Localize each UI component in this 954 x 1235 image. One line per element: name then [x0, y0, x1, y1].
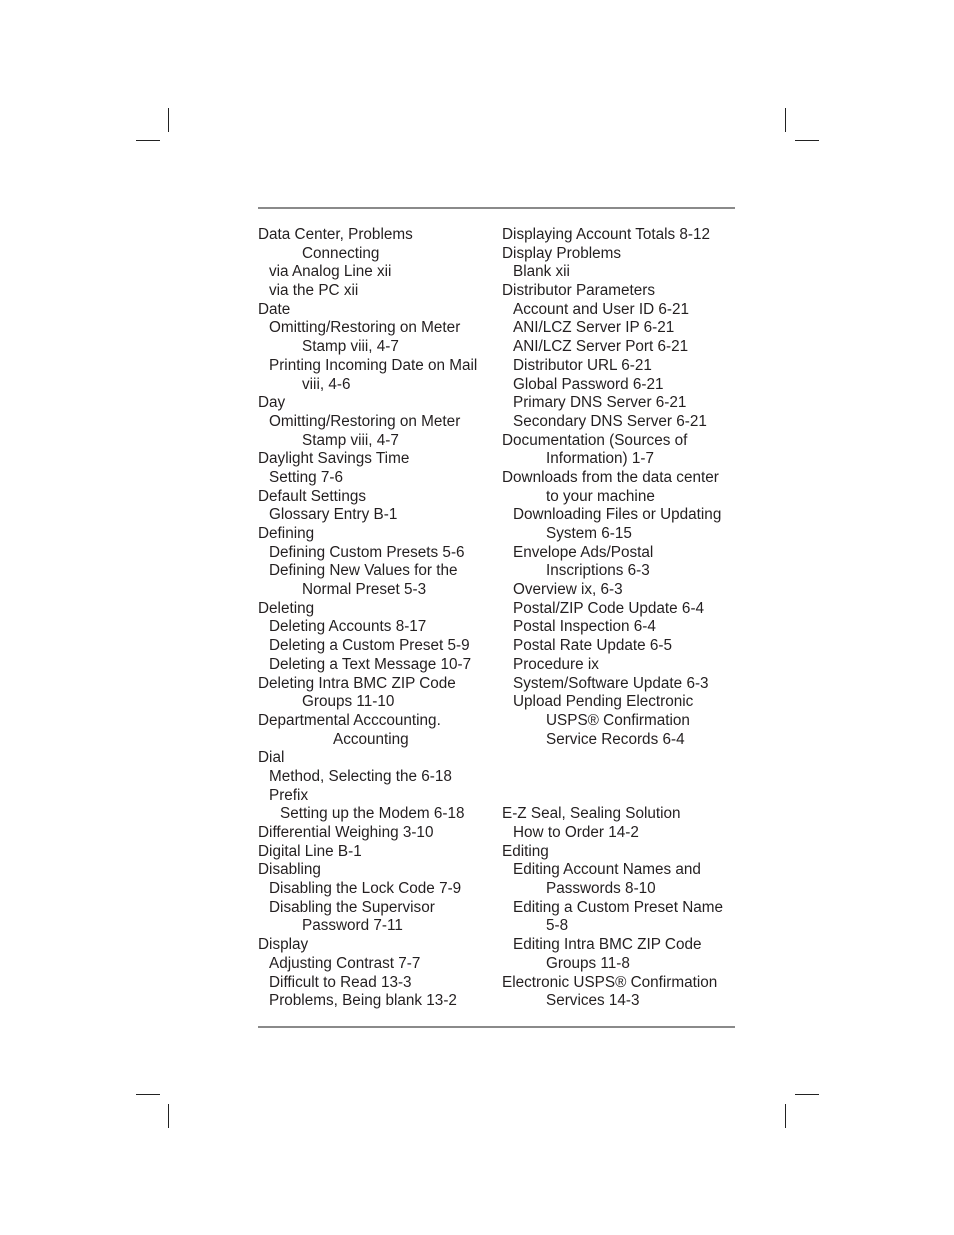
index-entry: Procedure ix	[513, 655, 599, 673]
index-entry: Defining New Values for the	[269, 562, 458, 580]
index-entry: Account and User ID 6-21	[513, 300, 690, 318]
index-entry: Editing a Custom Preset Name	[513, 898, 723, 916]
index-entry: Disabling the Supervisor	[269, 898, 435, 916]
index-entry: Postal Rate Update 6-5	[513, 637, 673, 655]
index-entry: Documentation (Sources of	[502, 431, 688, 449]
index-entry: Editing Intra BMC ZIP Code	[513, 936, 702, 954]
index-entry: Setting up the Modem 6-18	[280, 805, 465, 823]
index-column-right	[502, 226, 742, 1011]
index-entry: via Analog Line xii	[269, 263, 392, 281]
index-entry: Deleting	[258, 599, 315, 617]
index-entry: Dial	[258, 749, 285, 767]
index-entry: Editing	[502, 842, 549, 860]
index-entry: 5-8	[546, 917, 569, 935]
index-entry: Password 7-11	[302, 917, 403, 935]
index-entry: Postal Inspection 6-4	[513, 618, 656, 636]
index-entry: Display Problems	[502, 244, 622, 262]
index-entry: Deleting Accounts 8-17	[269, 618, 427, 636]
crop-mark-bottom-left-horizontal	[136, 1094, 160, 1095]
crop-mark-bottom-right-horizontal	[795, 1094, 819, 1095]
index-entry: Differential Weighing 3-10	[258, 824, 434, 841]
index-entry: Global Password 6-21	[513, 375, 664, 393]
index-entry: Disabling	[258, 861, 321, 879]
index-entry: Secondary DNS Server 6-21	[513, 412, 707, 430]
crop-mark-top-left-horizontal	[136, 140, 160, 141]
spacer	[502, 787, 742, 806]
index-entry: Printing Incoming Date on Mail	[269, 356, 478, 374]
index-entry: Upload Pending Electronic	[513, 693, 694, 711]
index-entry: Stamp viii, 4-7	[302, 431, 399, 449]
index-entry: System 6-15	[546, 525, 632, 542]
index-entry: How to Order 14-2	[513, 824, 639, 841]
index-entry: Deleting Intra BMC ZIP Code	[258, 674, 456, 692]
index-entry: Daylight Savings Time	[258, 450, 410, 468]
index-entry: Primary DNS Server 6-21	[513, 394, 687, 412]
index-entry: Deleting a Custom Preset 5-9	[269, 637, 470, 655]
crop-mark-bottom-right-vertical	[785, 1104, 786, 1128]
index-entry: Defining Custom Presets 5-6	[269, 543, 465, 561]
index-entry: Disabling the Lock Code 7-9	[269, 880, 462, 898]
index-entry: Date	[258, 300, 291, 318]
spacer	[502, 749, 742, 768]
index-entry: Service Records 6-4	[546, 730, 685, 748]
index-entry: Distributor URL 6-21	[513, 356, 652, 374]
index-entry: Adjusting Contrast 7-7	[269, 954, 421, 972]
index-entry: Overview ix, 6-3	[513, 581, 623, 599]
crop-mark-top-right-horizontal	[795, 140, 819, 141]
index-entry: Downloading Files or Updating	[513, 506, 722, 524]
crop-mark-top-left-vertical	[168, 108, 169, 132]
index-entry: Defining	[258, 525, 315, 542]
index-entry: Services 14-3	[546, 992, 640, 1010]
index-entry: Normal Preset 5-3	[302, 581, 427, 599]
index-entry: Distributor Parameters	[502, 282, 656, 300]
index-entry: Groups 11-10	[302, 693, 395, 711]
index-entry: Electronic USPS® Confirmation	[502, 973, 718, 991]
index-entry: Displaying Account Totals 8-12	[502, 226, 711, 243]
index-entry: ANI/LCZ Server Port 6-21	[513, 338, 689, 356]
index-entry: System/Software Update 6-3	[513, 674, 709, 692]
index-entry: Glossary Entry B-1	[269, 506, 398, 524]
index-entry: Stamp viii, 4-7	[302, 338, 399, 356]
index-entry: Groups 11-8	[546, 954, 630, 972]
index-entry: Envelope Ads/Postal	[513, 543, 654, 561]
crop-mark-bottom-left-vertical	[168, 1104, 169, 1128]
index-entry: viii, 4-6	[302, 375, 351, 393]
index-entry: Connecting	[302, 244, 380, 262]
index-entry: Setting 7-6	[269, 468, 343, 486]
index-entry: Inscriptions 6-3	[546, 562, 650, 580]
index-entry: Digital Line B-1	[258, 842, 362, 860]
index-column-left	[258, 226, 498, 1011]
index-entry: Information) 1-7	[546, 450, 654, 468]
index-entry: via the PC xii	[269, 282, 359, 300]
spacer	[502, 768, 742, 787]
index-entry: Deleting a Text Message 10-7	[269, 655, 472, 673]
index-entry: ANI/LCZ Server IP 6-21	[513, 319, 675, 337]
index-entry: Prefix	[269, 786, 309, 804]
index-entry: Omitting/Restoring on Meter	[269, 319, 461, 337]
index-entry: to your machine	[546, 487, 655, 505]
index-entry: Downloads from the data center	[502, 468, 719, 486]
crop-mark-top-right-vertical	[785, 108, 786, 132]
index-entry: Difficult to Read 13-3	[269, 973, 412, 991]
index-entry: Blank xii	[513, 263, 570, 281]
index-entry: E-Z Seal, Sealing Solution	[502, 805, 681, 823]
index-entry: Editing Account Names and	[513, 861, 701, 879]
top-rule	[258, 207, 735, 209]
index-entry: Departmental Acccounting.	[258, 711, 441, 729]
index-entry: Data Center, Problems	[258, 226, 413, 243]
index-entry: Passwords 8-10	[546, 880, 656, 898]
index-entry: Postal/ZIP Code Update 6-4	[513, 599, 705, 617]
index-entry: Accounting	[333, 730, 409, 748]
index-entry: Omitting/Restoring on Meter	[269, 412, 461, 430]
index-entry: Default Settings	[258, 487, 366, 505]
index-entry: Method, Selecting the 6-18	[269, 767, 452, 785]
index-entry: USPS® Confirmation	[546, 711, 690, 729]
index-entry: Problems, Being blank 13-2	[269, 992, 457, 1010]
index-entry: Display	[258, 936, 309, 954]
index-entry: Day	[258, 394, 286, 412]
bottom-rule	[258, 1026, 735, 1028]
